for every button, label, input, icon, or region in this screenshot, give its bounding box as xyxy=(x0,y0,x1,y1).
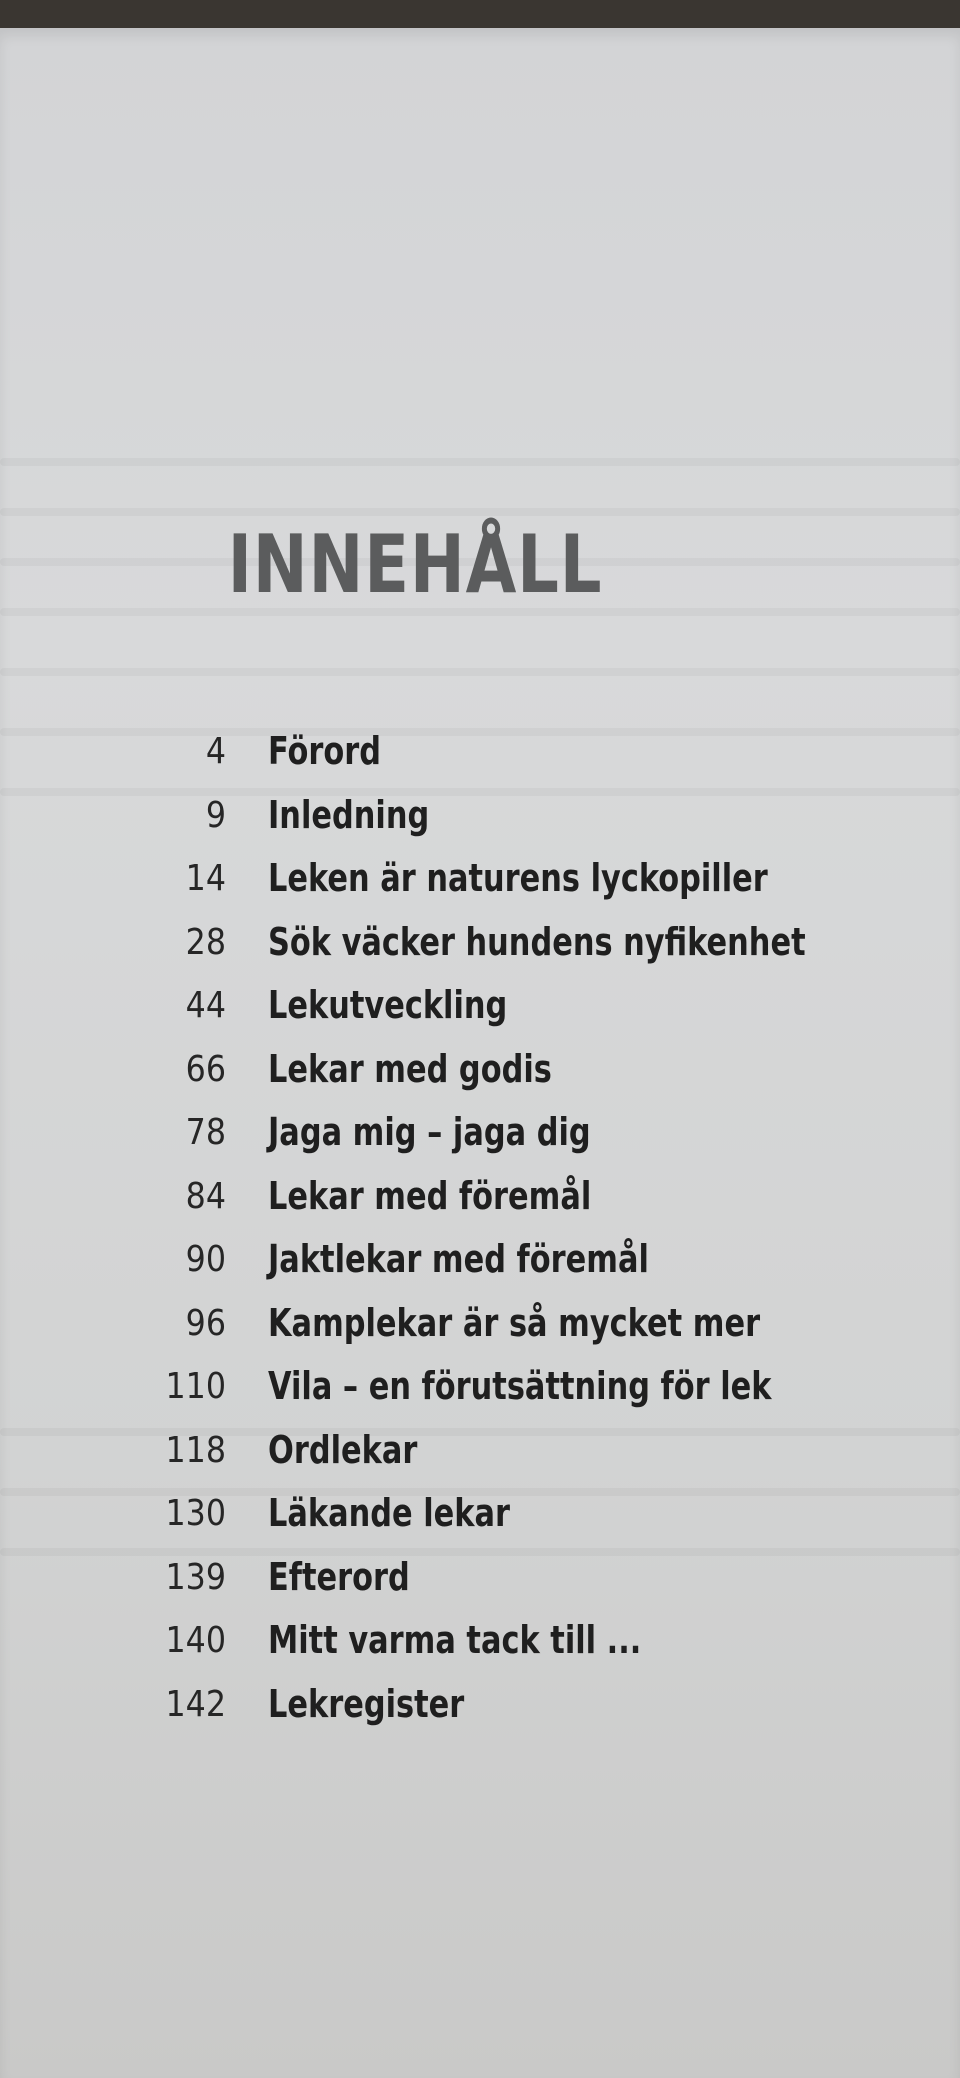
toc-page-number: 28 xyxy=(185,921,226,963)
toc-entry xyxy=(0,911,960,975)
toc-entry xyxy=(0,847,960,911)
toc-page-number: 4 xyxy=(205,731,226,772)
toc-chapter-title: Mitt varma tack till ... xyxy=(268,1618,642,1662)
toc-page-number: 140 xyxy=(165,1620,226,1661)
toc-chapter-title: Förord xyxy=(268,729,382,773)
toc-page-number: 130 xyxy=(165,1493,226,1534)
toc-chapter-title: Efterord xyxy=(268,1554,410,1599)
toc-page-number: 84 xyxy=(185,1175,226,1217)
toc-chapter-title: Sök väcker hundens nyfikenhet xyxy=(268,919,806,964)
toc-chapter-title: Inledning xyxy=(268,792,430,837)
show-through-line xyxy=(0,668,960,676)
page-title: INNEHÅLL xyxy=(227,518,603,611)
toc-entry xyxy=(0,1165,960,1229)
toc-chapter-title: Leken är naturens lyckopiller xyxy=(268,856,768,900)
show-through-line xyxy=(0,458,960,466)
toc-chapter-title: Jaga mig – jaga dig xyxy=(268,1110,591,1154)
toc-chapter-title: Lekregister xyxy=(268,1681,465,1726)
toc-page-number: 142 xyxy=(165,1683,226,1725)
toc-page-number: 9 xyxy=(205,794,226,836)
toc-entry xyxy=(0,1038,960,1102)
toc-entry xyxy=(0,1101,960,1165)
toc-page-number: 90 xyxy=(185,1239,226,1280)
toc-chapter-title: Kamplekar är så mycket mer xyxy=(268,1300,761,1345)
toc-page-number: 96 xyxy=(185,1302,226,1344)
toc-page-number: 44 xyxy=(185,985,226,1026)
toc-chapter-title: Jaktlekar med föremål xyxy=(268,1237,649,1281)
toc-page-number: 139 xyxy=(165,1556,226,1598)
toc-page-number: 118 xyxy=(165,1429,226,1471)
toc-entry xyxy=(0,1482,960,1546)
toc-entry xyxy=(0,784,960,848)
table-of-contents xyxy=(0,720,960,1736)
toc-entry xyxy=(0,1546,960,1610)
toc-entry xyxy=(0,1228,960,1292)
toc-entry xyxy=(0,1355,960,1419)
toc-chapter-title: Vila – en förutsättning för lek xyxy=(268,1364,772,1408)
toc-chapter-title: Läkande lekar xyxy=(268,1491,510,1535)
toc-entry xyxy=(0,1673,960,1737)
toc-chapter-title: Ordlekar xyxy=(268,1427,418,1472)
toc-page-number: 14 xyxy=(185,858,226,899)
toc-entry xyxy=(0,1419,960,1483)
toc-entry xyxy=(0,974,960,1038)
show-through-line xyxy=(0,508,960,516)
toc-page-number: 78 xyxy=(185,1112,226,1153)
toc-chapter-title: Lekutveckling xyxy=(268,983,508,1027)
toc-chapter-title: Lekar med föremål xyxy=(268,1173,592,1218)
toc-page-number: 66 xyxy=(185,1048,226,1090)
toc-entry xyxy=(0,1609,960,1673)
toc-page-number: 110 xyxy=(165,1366,226,1407)
toc-chapter-title: Lekar med godis xyxy=(268,1046,552,1091)
toc-entry xyxy=(0,1292,960,1356)
toc-entry xyxy=(0,720,960,784)
